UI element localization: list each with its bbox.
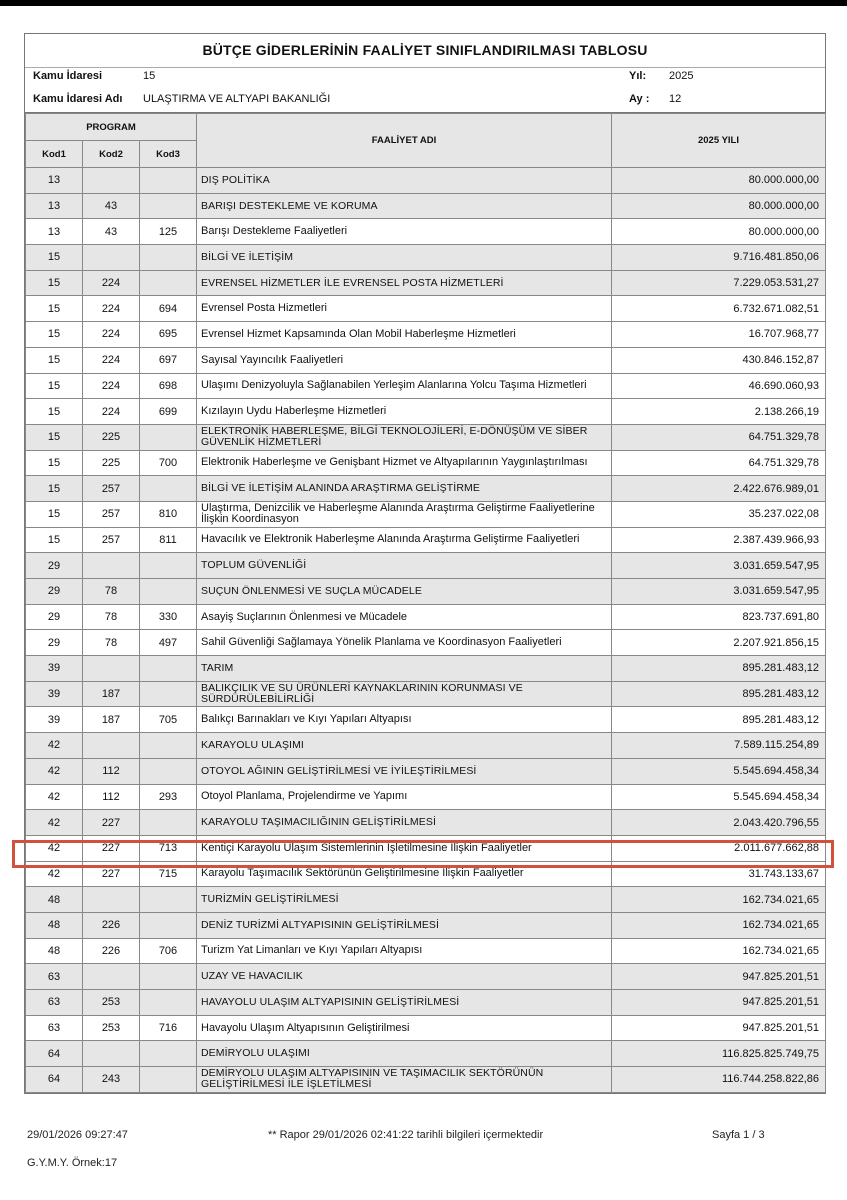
kod3-cell: 699 (140, 399, 197, 425)
activity-name-cell: SUÇUN ÖNLENMESİ VE SUÇLA MÜCADELE (197, 579, 612, 605)
amount-cell: 80.000.000,00 (612, 219, 826, 245)
activity-name-cell: Karayolu Taşımacılık Sektörünün Geliştirilmesine İlişkin Faaliyetler (197, 861, 612, 887)
kod2-cell: 257 (83, 476, 140, 502)
kod3-cell (140, 810, 197, 836)
amount-cell: 2.011.677.662,88 (612, 835, 826, 861)
activity-name-cell: Havacılık ve Elektronik Haberleşme Alanında Araştırma Geliştirme Faaliyetleri (197, 527, 612, 553)
table-row (26, 656, 826, 682)
activity-name-cell: Evrensel Hizmet Kapsamında Olan Mobil Haberleşme Hizmetleri (197, 322, 612, 348)
kod1-cell: 42 (26, 733, 83, 759)
kod1-cell: 39 (26, 681, 83, 707)
kod2-cell: 43 (83, 219, 140, 245)
table-row (26, 707, 826, 733)
activity-name-cell: Asayiş Suçlarının Önlenmesi ve Mücadele (197, 604, 612, 630)
kod3-cell (140, 270, 197, 296)
amount-cell: 2.207.921.856,15 (612, 630, 826, 656)
activity-name-cell: KARAYOLU ULAŞIMI (197, 733, 612, 759)
activity-name-cell: Havayolu Ulaşım Altyapısının Geliştirilmesi (197, 1015, 612, 1041)
kod1-cell: 13 (26, 168, 83, 194)
activity-name-cell: Kentiçi Karayolu Ulaşım Sistemlerinin İşletilmesine İlişkin Faaliyetler (197, 835, 612, 861)
kod3-cell (140, 758, 197, 784)
activity-table (25, 113, 826, 1093)
activity-name-cell: Elektronik Haberleşme ve Genişbant Hizmet ve Altyapılarının Yaygınlaştırılması (197, 450, 612, 476)
report-info (25, 68, 825, 113)
kod3-cell (140, 964, 197, 990)
amount-cell: 31.743.133,67 (612, 861, 826, 887)
year-column-header: 2025 YILI (612, 114, 826, 168)
amount-cell: 35.237.022,08 (612, 501, 826, 527)
activity-name-cell: Barışı Destekleme Faaliyetleri (197, 219, 612, 245)
table-row (26, 270, 826, 296)
table-row (26, 630, 826, 656)
kod1-cell: 29 (26, 579, 83, 605)
amount-cell: 947.825.201,51 (612, 964, 826, 990)
kod3-cell: 810 (140, 501, 197, 527)
amount-cell: 116.825.825.749,75 (612, 1041, 826, 1067)
table-row (26, 1015, 826, 1041)
activity-name-cell: Evrensel Posta Hizmetleri (197, 296, 612, 322)
kod2-cell: 43 (83, 193, 140, 219)
kod3-cell: 695 (140, 322, 197, 348)
kamu-idaresi-label: Kamu İdaresi (33, 70, 103, 82)
amount-cell: 430.846.152,87 (612, 347, 826, 373)
activity-name-cell: Sayısal Yayıncılık Faaliyetleri (197, 347, 612, 373)
activity-name-cell: Ulaştırma, Denizcilik ve Haberleşme Alanında Araştırma Geliştirme Faaliyetlerine İlişkin Koordinasyon (197, 501, 612, 527)
activity-name-cell: TARIM (197, 656, 612, 682)
kod1-cell: 63 (26, 990, 83, 1016)
activity-name-cell: DIŞ POLİTİKA (197, 168, 612, 194)
kod2-cell (83, 656, 140, 682)
amount-cell: 80.000.000,00 (612, 193, 826, 219)
amount-cell: 9.716.481.850,06 (612, 245, 826, 271)
amount-cell: 5.545.694.458,34 (612, 758, 826, 784)
kod3-cell (140, 1067, 197, 1093)
table-row (26, 579, 826, 605)
kod1-cell: 15 (26, 296, 83, 322)
amount-cell: 162.734.021,65 (612, 887, 826, 913)
footer-report-note: ** Rapor 29/01/2026 02:41:22 tarihli bilgileri içermektedir (268, 1129, 544, 1141)
kod1-cell: 15 (26, 270, 83, 296)
kod1-cell: 15 (26, 527, 83, 553)
kod1-cell: 15 (26, 245, 83, 271)
table-row (26, 810, 826, 836)
table-row (26, 784, 826, 810)
kod1-cell: 42 (26, 835, 83, 861)
kod1-cell: 15 (26, 373, 83, 399)
amount-cell: 116.744.258.822,86 (612, 1067, 826, 1093)
amount-cell: 895.281.483,12 (612, 681, 826, 707)
activity-name-cell: Turizm Yat Limanları ve Kıyı Yapıları Altyapısı (197, 938, 612, 964)
kod2-cell: 224 (83, 347, 140, 373)
kod3-cell (140, 990, 197, 1016)
kod2-cell (83, 245, 140, 271)
kod1-cell: 39 (26, 707, 83, 733)
activity-name-cell: TURİZMİN GELİŞTİRİLMESİ (197, 887, 612, 913)
kod1-cell: 63 (26, 1015, 83, 1041)
table-row (26, 887, 826, 913)
kod1-header: Kod1 (26, 141, 83, 168)
kod2-cell: 187 (83, 681, 140, 707)
activity-name-cell: BALIKÇILIK VE SU ÜRÜNLERİ KAYNAKLARININ KORUNMASI VE SÜRDÜRÜLEBİLİRLİĞİ (197, 681, 612, 707)
kod2-cell: 78 (83, 630, 140, 656)
kod1-cell: 15 (26, 347, 83, 373)
kod2-cell: 253 (83, 990, 140, 1016)
activity-name-cell: Otoyol Planlama, Projelendirme ve Yapımı (197, 784, 612, 810)
kod2-cell: 257 (83, 527, 140, 553)
kod2-cell (83, 553, 140, 579)
amount-cell: 16.707.968,77 (612, 322, 826, 348)
ay-value: 12 (669, 93, 682, 105)
kod3-cell (140, 733, 197, 759)
kod1-cell: 63 (26, 964, 83, 990)
activity-name-cell: DEMİRYOLU ULAŞIM ALTYAPISININ VE TAŞIMACILIK SEKTÖRÜNÜN GELİŞTİRİLMESİ İLE İŞLETİLMESİ (197, 1067, 612, 1093)
table-row (26, 527, 826, 553)
kod3-cell (140, 476, 197, 502)
amount-cell: 64.751.329,78 (612, 450, 826, 476)
activity-name-cell: HAVAYOLU ULAŞIM ALTYAPISININ GELİŞTİRİLMESİ (197, 990, 612, 1016)
kod3-cell: 330 (140, 604, 197, 630)
kamu-idaresi-value: 15 (143, 70, 156, 82)
amount-cell: 5.545.694.458,34 (612, 784, 826, 810)
kod1-cell: 48 (26, 887, 83, 913)
kod2-cell: 112 (83, 758, 140, 784)
top-edge-bar (0, 0, 847, 6)
activity-name-cell: OTOYOL AĞININ GELİŞTİRİLMESİ VE İYİLEŞTİRİLMESİ (197, 758, 612, 784)
amount-cell: 3.031.659.547,95 (612, 553, 826, 579)
kod3-cell (140, 681, 197, 707)
table-row (26, 450, 826, 476)
kod2-cell: 257 (83, 501, 140, 527)
kod3-cell: 697 (140, 347, 197, 373)
kod3-header: Kod3 (140, 141, 197, 168)
footer-page-number: Sayfa 1 / 3 (712, 1129, 765, 1141)
activity-name-cell: Kızılayın Uydu Haberleşme Hizmetleri (197, 399, 612, 425)
activity-name-cell: UZAY VE HAVACILIK (197, 964, 612, 990)
yil-label: Yıl: (629, 70, 647, 82)
kod3-cell (140, 168, 197, 194)
table-row (26, 193, 826, 219)
amount-cell: 2.138.266,19 (612, 399, 826, 425)
kod1-cell: 13 (26, 193, 83, 219)
activity-name-cell: BİLGİ VE İLETİŞİM (197, 245, 612, 271)
kod1-cell: 29 (26, 630, 83, 656)
ay-label: Ay : (629, 93, 650, 105)
kod3-cell (140, 1041, 197, 1067)
kod1-cell: 48 (26, 912, 83, 938)
kamu-idaresi-adi-value: ULAŞTIRMA VE ALTYAPI BAKANLIĞI (143, 93, 331, 105)
kod3-cell: 125 (140, 219, 197, 245)
yil-value: 2025 (669, 70, 694, 82)
kod3-cell: 698 (140, 373, 197, 399)
table-row (26, 990, 826, 1016)
report-title: BÜTÇE GİDERLERİNİN FAALİYET SINIFLANDIRILMASI TABLOSU (25, 34, 825, 68)
kod2-cell: 227 (83, 835, 140, 861)
table-body (26, 168, 826, 1093)
amount-cell: 895.281.483,12 (612, 707, 826, 733)
kod1-cell: 42 (26, 758, 83, 784)
table-row (26, 938, 826, 964)
activity-name-cell: ELEKTRONİK HABERLEŞME, BİLGİ TEKNOLOJİLERİ, E-DÖNÜŞÜM VE SİBER GÜVENLİK HİZMETLERİ (197, 424, 612, 450)
kod3-cell: 694 (140, 296, 197, 322)
kod3-cell (140, 193, 197, 219)
table-row (26, 168, 826, 194)
table-row (26, 347, 826, 373)
kod1-cell: 48 (26, 938, 83, 964)
kod1-cell: 42 (26, 810, 83, 836)
table-row (26, 1067, 826, 1093)
kod2-cell: 78 (83, 579, 140, 605)
table-row (26, 964, 826, 990)
kod3-cell: 713 (140, 835, 197, 861)
amount-cell: 162.734.021,65 (612, 912, 826, 938)
kod2-cell (83, 168, 140, 194)
amount-cell: 2.422.676.989,01 (612, 476, 826, 502)
kod2-cell: 224 (83, 322, 140, 348)
kod1-cell: 39 (26, 656, 83, 682)
kod3-cell: 811 (140, 527, 197, 553)
kod1-cell: 42 (26, 784, 83, 810)
kod1-cell: 15 (26, 476, 83, 502)
amount-cell: 895.281.483,12 (612, 656, 826, 682)
amount-cell: 3.031.659.547,95 (612, 579, 826, 605)
table-row (26, 322, 826, 348)
kod2-cell: 225 (83, 450, 140, 476)
kod2-cell: 112 (83, 784, 140, 810)
kod2-cell (83, 733, 140, 759)
table-row (26, 476, 826, 502)
activity-name-cell: DENİZ TURİZMİ ALTYAPISININ GELİŞTİRİLMESİ (197, 912, 612, 938)
kod1-cell: 15 (26, 501, 83, 527)
activity-name-cell: KARAYOLU TAŞIMACILIĞININ GELİŞTİRİLMESİ (197, 810, 612, 836)
kod2-cell (83, 1041, 140, 1067)
table-row (26, 681, 826, 707)
kod1-cell: 29 (26, 604, 83, 630)
kod2-cell: 243 (83, 1067, 140, 1093)
table-row (26, 373, 826, 399)
amount-cell: 947.825.201,51 (612, 1015, 826, 1041)
table-row (26, 296, 826, 322)
kod3-cell: 497 (140, 630, 197, 656)
kod1-cell: 29 (26, 553, 83, 579)
faaliyet-adi-header: FAALİYET ADI (197, 114, 612, 168)
kod3-cell (140, 245, 197, 271)
kod2-cell (83, 887, 140, 913)
report-sheet (24, 33, 826, 1094)
amount-cell: 80.000.000,00 (612, 168, 826, 194)
kod2-cell: 253 (83, 1015, 140, 1041)
amount-cell: 823.737.691,80 (612, 604, 826, 630)
kod2-cell: 224 (83, 373, 140, 399)
kod3-cell (140, 656, 197, 682)
kod3-cell (140, 912, 197, 938)
kod3-cell: 716 (140, 1015, 197, 1041)
kod1-cell: 15 (26, 450, 83, 476)
kod2-cell: 187 (83, 707, 140, 733)
program-header: PROGRAM (26, 114, 197, 141)
table-row (26, 1041, 826, 1067)
kod2-cell: 78 (83, 604, 140, 630)
kamu-idaresi-adi-label: Kamu İdaresi Adı (33, 93, 123, 105)
table-row (26, 245, 826, 271)
amount-cell: 6.732.671.082,51 (612, 296, 826, 322)
amount-cell: 947.825.201,51 (612, 990, 826, 1016)
kod2-cell: 224 (83, 399, 140, 425)
kod3-cell (140, 553, 197, 579)
kod1-cell: 64 (26, 1041, 83, 1067)
kod3-cell: 705 (140, 707, 197, 733)
table-row (26, 399, 826, 425)
kod3-cell: 293 (140, 784, 197, 810)
table-row (26, 604, 826, 630)
kod1-cell: 15 (26, 399, 83, 425)
kod2-cell: 224 (83, 270, 140, 296)
table-row (26, 553, 826, 579)
activity-name-cell: Ulaşımı Denizyoluyla Sağlanabilen Yerleşim Alanlarına Yolcu Taşıma Hizmetleri (197, 373, 612, 399)
table-row (26, 219, 826, 245)
kod3-cell: 706 (140, 938, 197, 964)
kod1-cell: 13 (26, 219, 83, 245)
amount-cell: 7.229.053.531,27 (612, 270, 826, 296)
table-row (26, 501, 826, 527)
footer-form-code: G.Y.M.Y. Örnek:17 (27, 1157, 118, 1169)
activity-name-cell: EVRENSEL HİZMETLER İLE EVRENSEL POSTA HİZMETLERİ (197, 270, 612, 296)
amount-cell: 2.043.420.796,55 (612, 810, 826, 836)
kod3-cell (140, 579, 197, 605)
activity-name-cell: DEMİRYOLU ULAŞIMI (197, 1041, 612, 1067)
table-row (26, 912, 826, 938)
kod2-cell: 226 (83, 938, 140, 964)
activity-name-cell: BARIŞI DESTEKLEME VE KORUMA (197, 193, 612, 219)
activity-name-cell: Balıkçı Barınakları ve Kıyı Yapıları Altyapısı (197, 707, 612, 733)
kod2-cell: 224 (83, 296, 140, 322)
table-row (26, 424, 826, 450)
amount-cell: 162.734.021,65 (612, 938, 826, 964)
kod3-cell (140, 424, 197, 450)
kod2-cell: 227 (83, 861, 140, 887)
kod1-cell: 64 (26, 1067, 83, 1093)
kod2-cell: 226 (83, 912, 140, 938)
footer-timestamp: 29/01/2026 09:27:47 (27, 1129, 128, 1141)
amount-cell: 2.387.439.966,93 (612, 527, 826, 553)
kod3-cell (140, 887, 197, 913)
kod2-header: Kod2 (83, 141, 140, 168)
amount-cell: 7.589.115.254,89 (612, 733, 826, 759)
kod3-cell: 715 (140, 861, 197, 887)
kod2-cell (83, 964, 140, 990)
kod1-cell: 15 (26, 424, 83, 450)
activity-name-cell: TOPLUM GÜVENLİĞİ (197, 553, 612, 579)
amount-cell: 46.690.060,93 (612, 373, 826, 399)
kod2-cell: 225 (83, 424, 140, 450)
activity-name-cell: Sahil Güvenliği Sağlamaya Yönelik Planlama ve Koordinasyon Faaliyetleri (197, 630, 612, 656)
activity-name-cell: BİLGİ VE İLETİŞİM ALANINDA ARAŞTIRMA GELİŞTİRME (197, 476, 612, 502)
amount-cell: 64.751.329,78 (612, 424, 826, 450)
kod1-cell: 15 (26, 322, 83, 348)
kod2-cell: 227 (83, 810, 140, 836)
table-row (26, 758, 826, 784)
highlight-box (12, 840, 834, 868)
kod3-cell: 700 (140, 450, 197, 476)
table-row (26, 733, 826, 759)
kod1-cell: 42 (26, 861, 83, 887)
